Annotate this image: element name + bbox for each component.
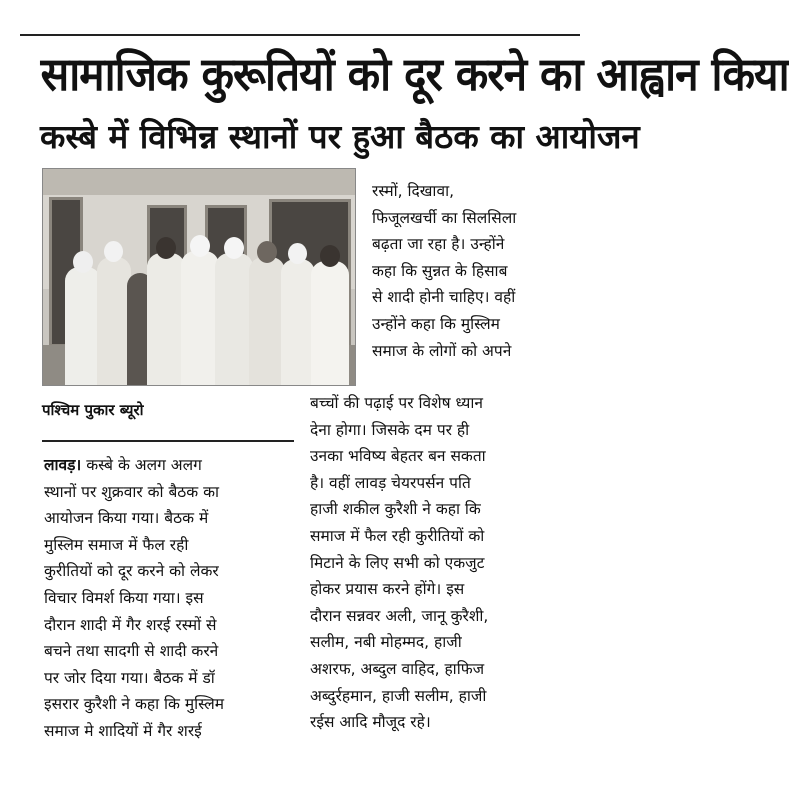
article-line: कहा कि सुन्नत के हिसाब [372, 261, 508, 280]
article-line: रईस आदि मौजूद रहे। [310, 713, 431, 732]
article-line: उनका भविष्य बेहतर बन सकता [310, 447, 486, 466]
article-line: आयोजन किया गया। बैठक में [44, 509, 209, 528]
article-line: मिटाने के लिए सभी को एकजुट [310, 553, 485, 572]
article-line: मुस्लिम समाज में फैल रही [44, 535, 189, 554]
dateline: लावड़। [44, 456, 82, 474]
article-line: देना होगा। जिसके दम पर ही [310, 420, 470, 439]
article-column-right-bottom [310, 390, 560, 736]
article-line: इसरार कुरैशी ने कहा कि मुस्लिम [44, 695, 224, 714]
article-line: स्थानों पर शुक्रवार को बैठक का [44, 482, 220, 501]
headline: सामाजिक कुरूतियों को दूर करने का आह्वान किया [40, 47, 789, 101]
article-line: बचने तथा सादगी से शादी करने [44, 642, 219, 661]
article-line: विचार विमर्श किया गया। इस [44, 588, 204, 607]
article-line: समाज मे शादियों में गैर शरई [44, 721, 202, 740]
article-line: है। वहीं लावड़ चेयरपर्सन पति [310, 473, 471, 492]
article-line: सलीम, नबी मोहम्मद, हाजी [310, 633, 462, 652]
article-line: अशरफ, अब्दुल वाहिद, हाफिज [310, 659, 485, 678]
article-line: दौरान सन्नवर अली, जानू कुरैशी, [310, 606, 489, 625]
article-line: से शादी होनी चाहिए। वहीं [372, 288, 516, 307]
article-line: हाजी शकील कुरैशी ने कहा कि [310, 500, 481, 519]
article-line: फिजूलखर्ची का सिलसिला [372, 208, 517, 227]
byline-rule [42, 440, 294, 442]
article-line: पर जोर दिया गया। बैठक में डॉ [44, 668, 215, 687]
byline: पश्चिम पुकार ब्यूरो [42, 401, 144, 419]
article-line: उन्होंने कहा कि मुस्लिम [372, 314, 500, 333]
article-line: होकर प्रयास करने होंगे। इस [310, 580, 465, 599]
article-column-right-top [372, 178, 560, 364]
subheadline: कस्बे में विभिन्न स्थानों पर हुआ बैठक का आयोजन [40, 117, 640, 156]
news-photo [42, 168, 356, 386]
article-line: समाज के लोगों को अपने [372, 341, 512, 360]
article-line: समाज में फैल रही कुरीतियों को [310, 526, 485, 545]
article-line: बढ़ता जा रहा है। उन्होंने [372, 235, 505, 254]
article-line: दौरान शादी में गैर शरई रस्मों से [44, 615, 217, 634]
article-line: कस्बे के अलग अलग [86, 456, 202, 474]
article-line: अब्दुर्रहमान, हाजी सलीम, हाजी [310, 686, 487, 705]
article-line: कुरीतियों को दूर करने को लेकर [44, 562, 219, 581]
article-column-left [44, 452, 294, 745]
article-line: बच्चों की पढ़ाई पर विशेष ध्यान [310, 394, 483, 412]
article-line: रस्मों, दिखावा, [372, 182, 455, 200]
